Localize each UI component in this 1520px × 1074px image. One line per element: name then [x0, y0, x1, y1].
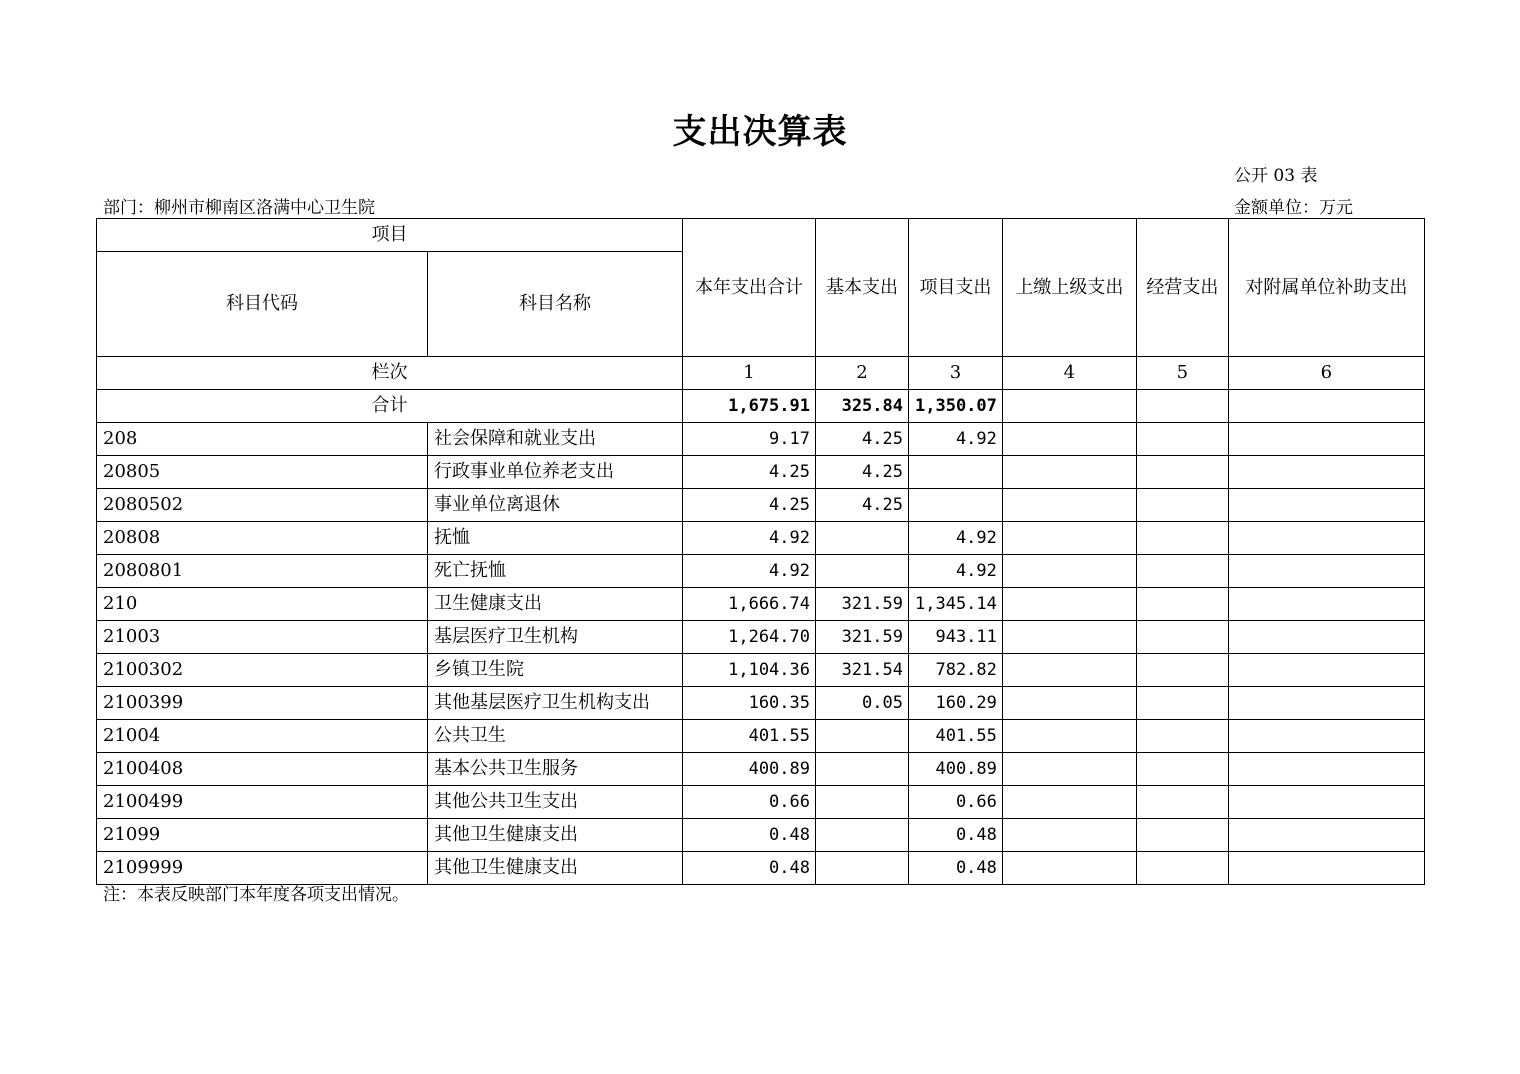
account-code-cell: 2100499	[97, 786, 428, 819]
project-expenditure-cell: 4.92	[909, 522, 1003, 555]
total-expenditure-cell: 4.25	[683, 489, 816, 522]
table-row	[97, 456, 1425, 489]
subsidiary-grant-cell	[1228, 555, 1424, 588]
business-expenditure-cell	[1136, 819, 1228, 852]
account-code-cell: 2109999	[97, 852, 428, 885]
header-project: 项目	[97, 219, 683, 252]
header-project-expenditure: 项目支出	[909, 219, 1003, 357]
project-expenditure-cell: 4.92	[909, 555, 1003, 588]
subsidiary-grant-cell	[1228, 786, 1424, 819]
subsidiary-grant-cell	[1228, 423, 1424, 456]
basic-expenditure-cell: 321.59	[816, 621, 909, 654]
project-expenditure-cell: 401.55	[909, 720, 1003, 753]
column-index-3: 3	[909, 357, 1003, 390]
business-expenditure-cell	[1136, 456, 1228, 489]
total-expenditure-cell: 1,104.36	[683, 654, 816, 687]
business-expenditure-cell	[1136, 621, 1228, 654]
basic-expenditure-cell	[816, 555, 909, 588]
sum-subsidiary	[1228, 390, 1424, 423]
amount-unit-label: 金额单位：万元	[1234, 198, 1353, 218]
sum-project: 1,350.07	[909, 390, 1003, 423]
table-row	[97, 654, 1425, 687]
project-expenditure-cell: 4.92	[909, 423, 1003, 456]
account-code-cell: 2100399	[97, 687, 428, 720]
upper-remittance-cell	[1002, 621, 1136, 654]
business-expenditure-cell	[1136, 852, 1228, 885]
account-code-cell: 208	[97, 423, 428, 456]
header-subsidiary: 对附属单位补助支出	[1228, 219, 1424, 357]
upper-remittance-cell	[1002, 852, 1136, 885]
total-expenditure-cell: 401.55	[683, 720, 816, 753]
sum-row	[97, 390, 1425, 423]
business-expenditure-cell	[1136, 687, 1228, 720]
upper-remittance-cell	[1002, 654, 1136, 687]
upper-remittance-cell	[1002, 687, 1136, 720]
sum-total: 1,675.91	[683, 390, 816, 423]
department-label: 部门：柳州市柳南区洛满中心卫生院	[103, 198, 375, 218]
account-name-cell: 乡镇卫生院	[428, 654, 683, 687]
business-expenditure-cell	[1136, 588, 1228, 621]
upper-remittance-cell	[1002, 489, 1136, 522]
project-expenditure-cell	[909, 489, 1003, 522]
project-expenditure-cell	[909, 456, 1003, 489]
business-expenditure-cell	[1136, 654, 1228, 687]
basic-expenditure-cell	[816, 522, 909, 555]
account-code-cell: 21099	[97, 819, 428, 852]
column-index-2: 2	[816, 357, 909, 390]
project-expenditure-cell: 0.48	[909, 852, 1003, 885]
business-expenditure-cell	[1136, 786, 1228, 819]
total-expenditure-cell: 0.48	[683, 819, 816, 852]
header-total: 本年支出合计	[683, 219, 816, 357]
business-expenditure-cell	[1136, 720, 1228, 753]
project-expenditure-cell: 0.48	[909, 819, 1003, 852]
sum-business	[1136, 390, 1228, 423]
subsidiary-grant-cell	[1228, 819, 1424, 852]
basic-expenditure-cell: 321.59	[816, 588, 909, 621]
total-expenditure-cell: 160.35	[683, 687, 816, 720]
project-expenditure-cell: 400.89	[909, 753, 1003, 786]
account-code-cell: 20808	[97, 522, 428, 555]
project-expenditure-cell: 943.11	[909, 621, 1003, 654]
total-expenditure-cell: 4.25	[683, 456, 816, 489]
subsidiary-grant-cell	[1228, 720, 1424, 753]
basic-expenditure-cell	[816, 720, 909, 753]
upper-remittance-cell	[1002, 786, 1136, 819]
sum-upper	[1002, 390, 1136, 423]
table-row	[97, 522, 1425, 555]
column-index-5: 5	[1136, 357, 1228, 390]
account-name-cell: 事业单位离退休	[428, 489, 683, 522]
sum-label: 合计	[97, 390, 683, 423]
table-row	[97, 786, 1425, 819]
table-row	[97, 720, 1425, 753]
upper-remittance-cell	[1002, 753, 1136, 786]
account-code-cell: 210	[97, 588, 428, 621]
account-code-cell: 2080801	[97, 555, 428, 588]
table-row	[97, 687, 1425, 720]
total-expenditure-cell: 1,666.74	[683, 588, 816, 621]
header-name: 科目名称	[428, 252, 683, 357]
account-name-cell: 公共卫生	[428, 720, 683, 753]
header-upper: 上缴上级支出	[1002, 219, 1136, 357]
column-index-6: 6	[1228, 357, 1424, 390]
business-expenditure-cell	[1136, 555, 1228, 588]
account-name-cell: 社会保障和就业支出	[428, 423, 683, 456]
table-row	[97, 555, 1425, 588]
basic-expenditure-cell: 4.25	[816, 423, 909, 456]
upper-remittance-cell	[1002, 588, 1136, 621]
header-code: 科目代码	[97, 252, 428, 357]
subsidiary-grant-cell	[1228, 852, 1424, 885]
table-row	[97, 753, 1425, 786]
total-expenditure-cell: 9.17	[683, 423, 816, 456]
subsidiary-grant-cell	[1228, 753, 1424, 786]
subsidiary-grant-cell	[1228, 456, 1424, 489]
account-name-cell: 死亡抚恤	[428, 555, 683, 588]
project-expenditure-cell: 160.29	[909, 687, 1003, 720]
project-expenditure-cell: 782.82	[909, 654, 1003, 687]
header-basic: 基本支出	[816, 219, 909, 357]
business-expenditure-cell	[1136, 753, 1228, 786]
account-name-cell: 其他卫生健康支出	[428, 819, 683, 852]
page-title: 支出决算表	[672, 112, 848, 152]
table-row	[97, 423, 1425, 456]
account-code-cell: 2100302	[97, 654, 428, 687]
basic-expenditure-cell	[816, 786, 909, 819]
account-name-cell: 抚恤	[428, 522, 683, 555]
project-expenditure-cell: 0.66	[909, 786, 1003, 819]
account-name-cell: 其他基层医疗卫生机构支出	[428, 687, 683, 720]
subsidiary-grant-cell	[1228, 621, 1424, 654]
business-expenditure-cell	[1136, 522, 1228, 555]
account-name-cell: 其他公共卫生支出	[428, 786, 683, 819]
form-number: 公开 03 表	[1234, 166, 1318, 186]
column-index-row	[97, 357, 1425, 390]
table-row	[97, 588, 1425, 621]
table-row	[97, 819, 1425, 852]
account-name-cell: 基本公共卫生服务	[428, 753, 683, 786]
sum-basic: 325.84	[816, 390, 909, 423]
project-expenditure-cell: 1,345.14	[909, 588, 1003, 621]
footnote: 注：本表反映部门本年度各项支出情况。	[103, 885, 409, 905]
basic-expenditure-cell: 4.25	[816, 489, 909, 522]
upper-remittance-cell	[1002, 522, 1136, 555]
basic-expenditure-cell: 0.05	[816, 687, 909, 720]
account-name-cell: 其他卫生健康支出	[428, 852, 683, 885]
column-index-1: 1	[683, 357, 816, 390]
account-name-cell: 行政事业单位养老支出	[428, 456, 683, 489]
account-code-cell: 21004	[97, 720, 428, 753]
expenditure-table	[96, 218, 1425, 885]
upper-remittance-cell	[1002, 555, 1136, 588]
account-code-cell: 2080502	[97, 489, 428, 522]
business-expenditure-cell	[1136, 423, 1228, 456]
upper-remittance-cell	[1002, 720, 1136, 753]
subsidiary-grant-cell	[1228, 588, 1424, 621]
basic-expenditure-cell	[816, 852, 909, 885]
column-index-4: 4	[1002, 357, 1136, 390]
business-expenditure-cell	[1136, 489, 1228, 522]
total-expenditure-cell: 0.66	[683, 786, 816, 819]
account-code-cell: 2100408	[97, 753, 428, 786]
basic-expenditure-cell: 321.54	[816, 654, 909, 687]
subsidiary-grant-cell	[1228, 654, 1424, 687]
subsidiary-grant-cell	[1228, 489, 1424, 522]
basic-expenditure-cell: 4.25	[816, 456, 909, 489]
subsidiary-grant-cell	[1228, 687, 1424, 720]
subsidiary-grant-cell	[1228, 522, 1424, 555]
total-expenditure-cell: 1,264.70	[683, 621, 816, 654]
total-expenditure-cell: 4.92	[683, 555, 816, 588]
total-expenditure-cell: 0.48	[683, 852, 816, 885]
basic-expenditure-cell	[816, 819, 909, 852]
upper-remittance-cell	[1002, 819, 1136, 852]
table-row	[97, 621, 1425, 654]
total-expenditure-cell: 4.92	[683, 522, 816, 555]
column-index-label: 栏次	[97, 357, 683, 390]
table-row	[97, 489, 1425, 522]
account-name-cell: 基层医疗卫生机构	[428, 621, 683, 654]
upper-remittance-cell	[1002, 423, 1136, 456]
account-name-cell: 卫生健康支出	[428, 588, 683, 621]
account-code-cell: 20805	[97, 456, 428, 489]
basic-expenditure-cell	[816, 753, 909, 786]
account-code-cell: 21003	[97, 621, 428, 654]
header-business: 经营支出	[1136, 219, 1228, 357]
upper-remittance-cell	[1002, 456, 1136, 489]
total-expenditure-cell: 400.89	[683, 753, 816, 786]
